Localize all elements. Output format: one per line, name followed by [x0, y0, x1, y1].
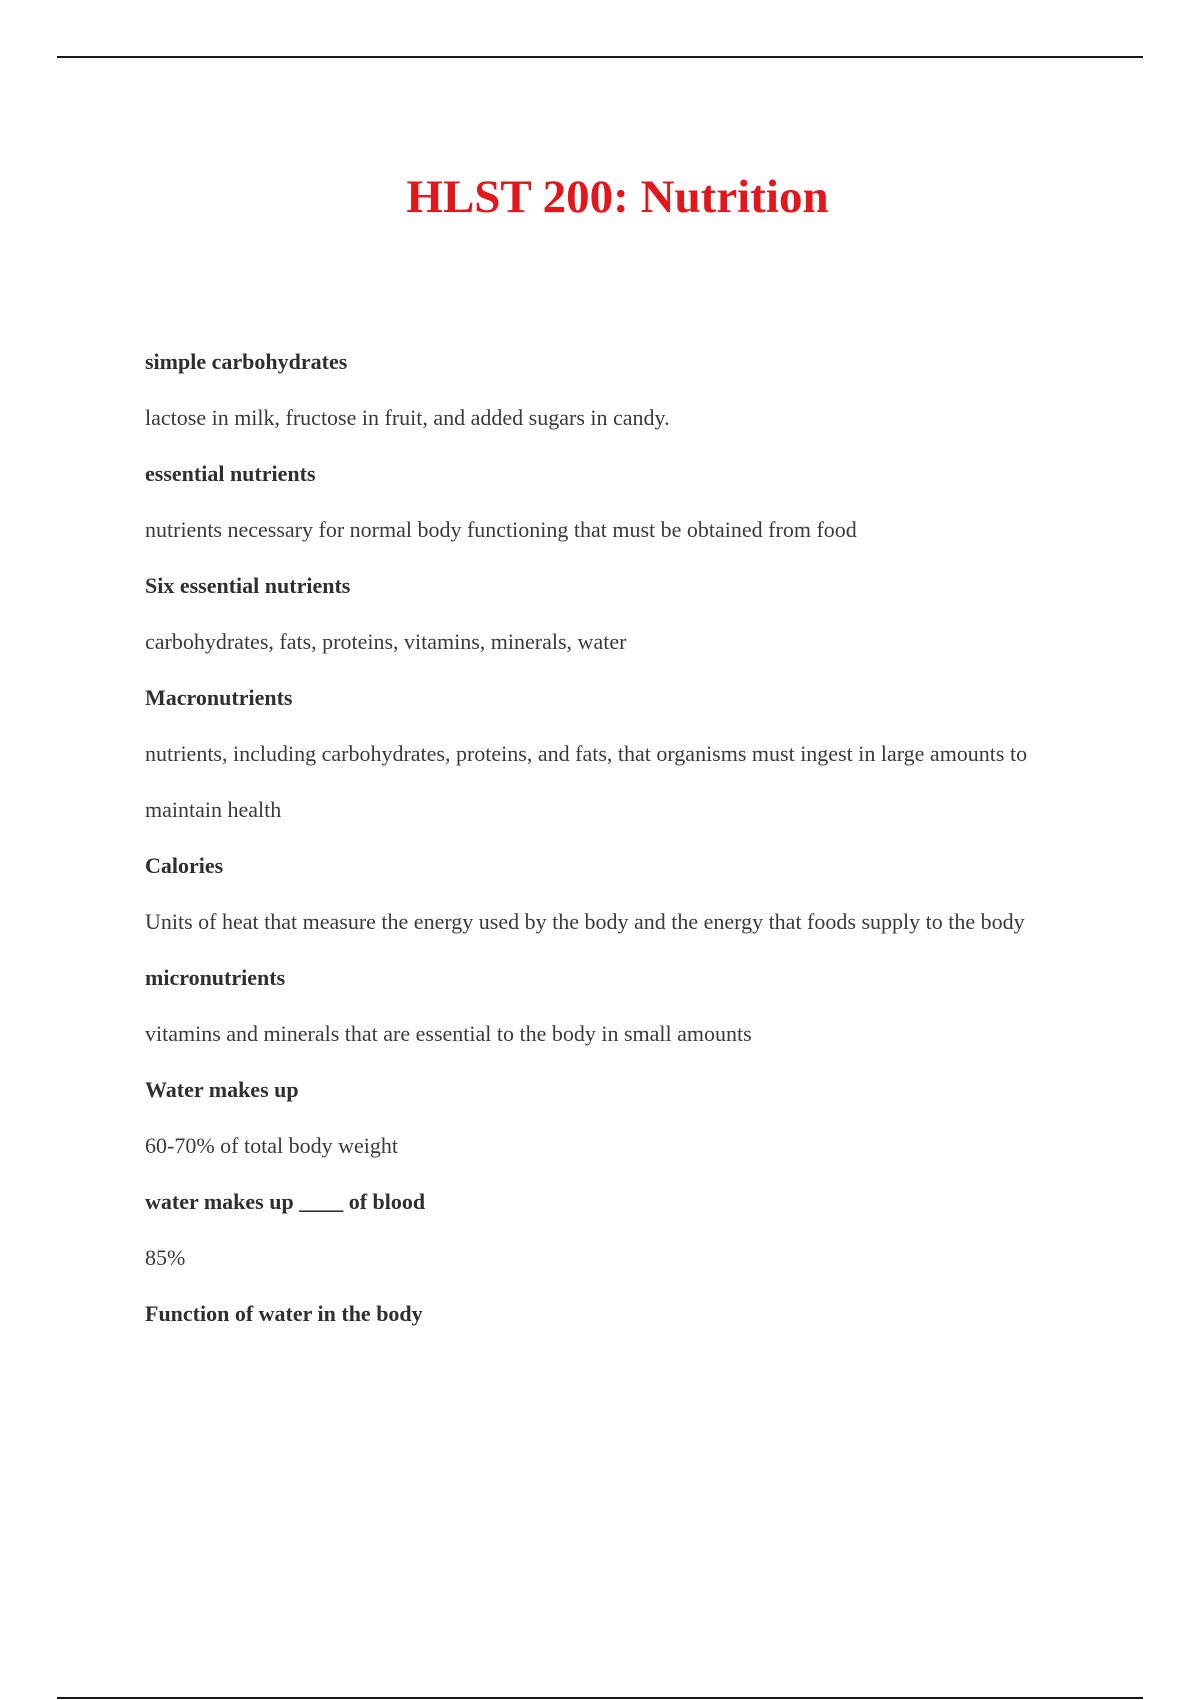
term: Function of water in the body: [145, 1301, 423, 1326]
bottom-rule: [57, 1697, 1143, 1699]
entry-six-essential-nutrients: [145, 558, 1105, 670]
term: Macronutrients: [145, 685, 293, 710]
entry-essential-nutrients: [145, 446, 1105, 558]
term: essential nutrients: [145, 461, 316, 486]
definition: 60-70% of total body weight: [145, 1133, 398, 1158]
definition: 85%: [145, 1245, 186, 1270]
definition: vitamins and minerals that are essential to the body in small amounts: [145, 1021, 752, 1046]
term: Six essential nutrients: [145, 573, 351, 598]
entry-macronutrients: [145, 670, 1105, 838]
definition: nutrients necessary for normal body functioning that must be obtained from food: [145, 517, 857, 542]
definition: lactose in milk, fructose in fruit, and added sugars in candy.: [145, 405, 670, 430]
term: Water makes up: [145, 1077, 299, 1102]
entry-water-of-blood: [145, 1174, 1105, 1286]
definition: nutrients, including carbohydrates, proteins, and fats, that organisms must ingest in large amounts to maintain health: [145, 741, 1028, 822]
entry-simple-carbohydrates: [145, 334, 1105, 446]
term: water makes up ____ of blood: [145, 1189, 426, 1214]
definition: carbohydrates, fats, proteins, vitamins, minerals, water: [145, 629, 627, 654]
term: Calories: [145, 853, 224, 878]
entry-function-of-water: [145, 1286, 1105, 1342]
term: micronutrients: [145, 965, 286, 990]
flashcard-list: [145, 334, 1105, 1342]
entry-micronutrients: [145, 950, 1105, 1062]
entry-calories: [145, 838, 1105, 950]
term: simple carbohydrates: [145, 349, 348, 374]
entry-water-makes-up: [145, 1062, 1105, 1174]
top-rule: [57, 56, 1143, 58]
definition: Units of heat that measure the energy used by the body and the energy that foods supply to the body: [145, 909, 1025, 934]
document-title: HLST 200: Nutrition: [406, 171, 829, 223]
